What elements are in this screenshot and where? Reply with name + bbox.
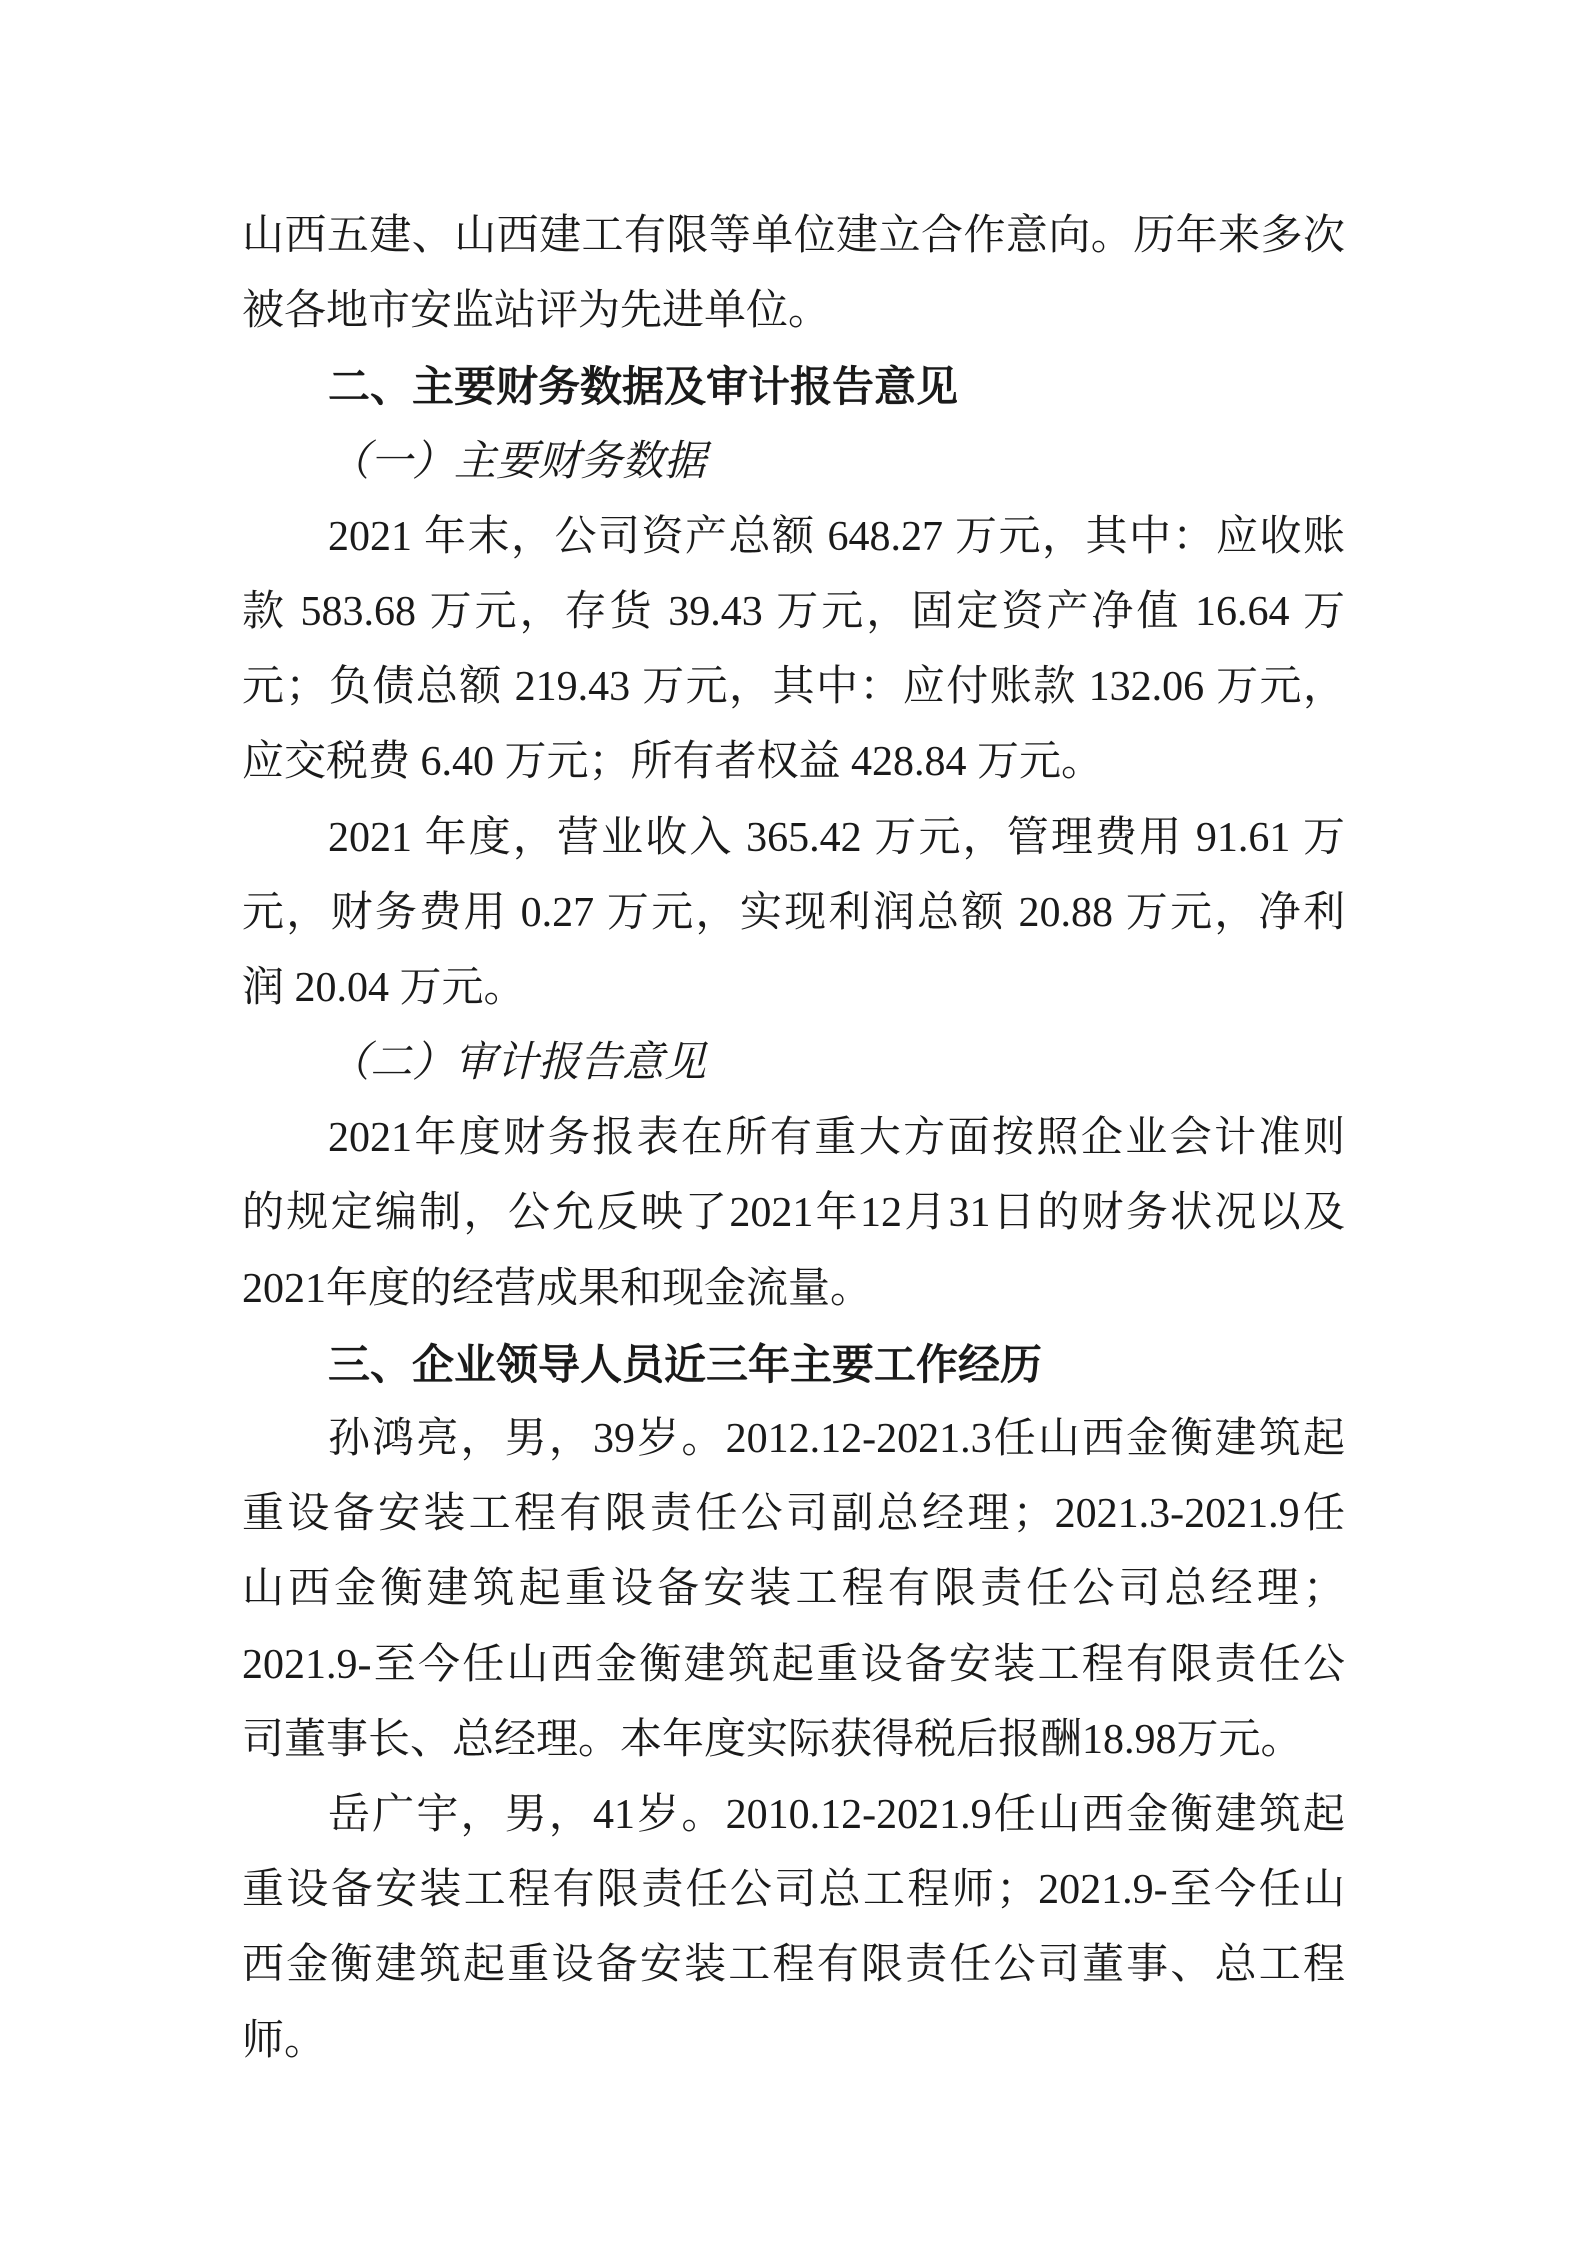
body-text-line: 孙鸿亮，男，39岁。2012.12-2021.3任山西金衡建筑起 — [328, 1416, 1345, 1462]
body-text-line: 2021 年末，公司资产总额 648.27 万元，其中：应收账 — [328, 513, 1345, 560]
body-text-line: 2021年度的经营成果和现金流量。 — [242, 1265, 873, 1312]
body-text-line: 应交税费 6.40 万元；所有者权益 428.84 万元。 — [242, 739, 1104, 786]
body-text-line: 款 583.68 万元，存货 39.43 万元，固定资产净值 16.64 万 — [242, 588, 1345, 635]
body-text-line: 西金衡建筑起重设备安装工程有限责任公司董事、总工程师。 — [242, 1942, 1345, 2064]
body-text-line: 2021.9-至今任山西金衡建筑起重设备安装工程有限责任公 — [242, 1641, 1345, 1688]
body-text-line: 的规定编制，公允反映了2021年12月31日的财务状况以及 — [242, 1190, 1345, 1237]
subsection-heading: （一）主要财务数据 — [328, 438, 707, 485]
body-text-line: 2021 年度，营业收入 365.42 万元，管理费用 91.61 万 — [328, 814, 1345, 861]
body-text-line: 重设备安装工程有限责任公司副总经理；2021.3-2021.9任 — [242, 1491, 1345, 1538]
body-text-line: 元，财务费用 0.27 万元，实现利润总额 20.88 万元，净利 — [242, 889, 1345, 936]
text-block — [242, 199, 1345, 2064]
body-text-line: 元；负债总额 219.43 万元，其中：应付账款 132.06 万元， — [242, 664, 1345, 711]
body-text-line: 2021年度财务报表在所有重大方面按照企业会计准则 — [328, 1115, 1345, 1162]
body-text-line: 重设备安装工程有限责任公司总工程师；2021.9-至今任山 — [242, 1867, 1345, 1914]
section-heading: 二、主要财务数据及审计报告意见 — [328, 363, 959, 411]
body-text-line: 山西五建、山西建工有限等单位建立合作意向。历年来多次 — [242, 213, 1345, 259]
subsection-heading: （二）审计报告意见 — [328, 1040, 707, 1087]
body-text-line: 润 20.04 万元。 — [242, 964, 526, 1011]
body-text-line: 山西金衡建筑起重设备安装工程有限责任公司总经理； — [242, 1566, 1345, 1613]
body-text-line: 岳广宇，男，41岁。2010.12-2021.9任山西金衡建筑起 — [328, 1791, 1345, 1838]
section-heading: 三、企业领导人员近三年主要工作经历 — [328, 1340, 1043, 1388]
body-text-line: 司董事长、总经理。本年度实际获得税后报酬18.98万元。 — [242, 1716, 1303, 1763]
body-text-line: 被各地市安监站评为先进单位。 — [242, 288, 831, 335]
